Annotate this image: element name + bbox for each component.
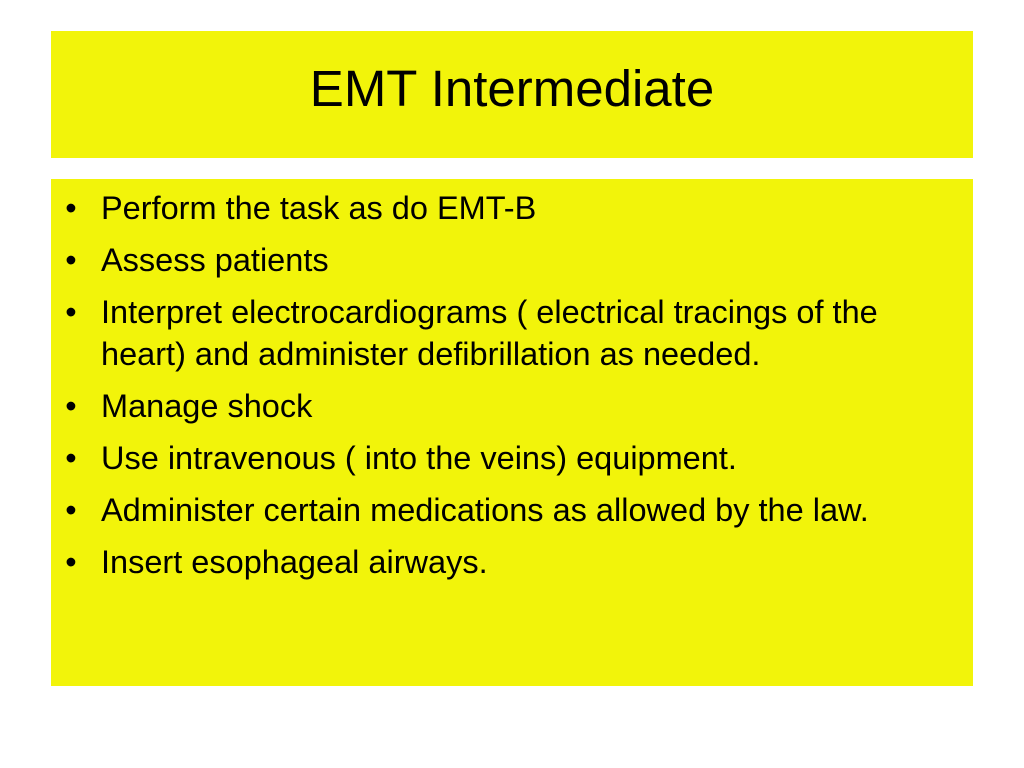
bullet-text: Interpret electrocardiograms ( electrical tracings of the heart) and administer defibrillation as needed. [101, 294, 878, 372]
bullet-item [51, 291, 973, 375]
bullet-item [51, 541, 973, 583]
bullet-item [51, 187, 973, 229]
bullet-text: Administer certain medications as allowed by the law. [101, 492, 869, 528]
bullet-dot-icon: • [65, 492, 77, 528]
bullet-item [51, 385, 973, 427]
content-box [51, 179, 973, 686]
slide-title: EMT Intermediate [309, 60, 715, 117]
bullet-item [51, 437, 973, 479]
bullet-item [51, 239, 973, 281]
bullet-dot-icon: • [65, 388, 77, 424]
bullet-text: Perform the task as do EMT-B [101, 190, 537, 226]
bullet-text: Manage shock [101, 388, 313, 424]
bullet-text: Use intravenous ( into the veins) equipment. [101, 440, 737, 476]
bullet-text: Assess patients [101, 242, 329, 278]
bullet-dot-icon: • [65, 190, 77, 226]
bullet-dot-icon: • [65, 440, 77, 476]
bullet-list [51, 179, 973, 583]
bullet-item [51, 489, 973, 531]
bullet-text: Insert esophageal airways. [101, 544, 488, 580]
bullet-dot-icon: • [65, 294, 77, 330]
bullet-dot-icon: • [65, 242, 77, 278]
title-box [51, 31, 973, 158]
bullet-dot-icon: • [65, 544, 77, 580]
